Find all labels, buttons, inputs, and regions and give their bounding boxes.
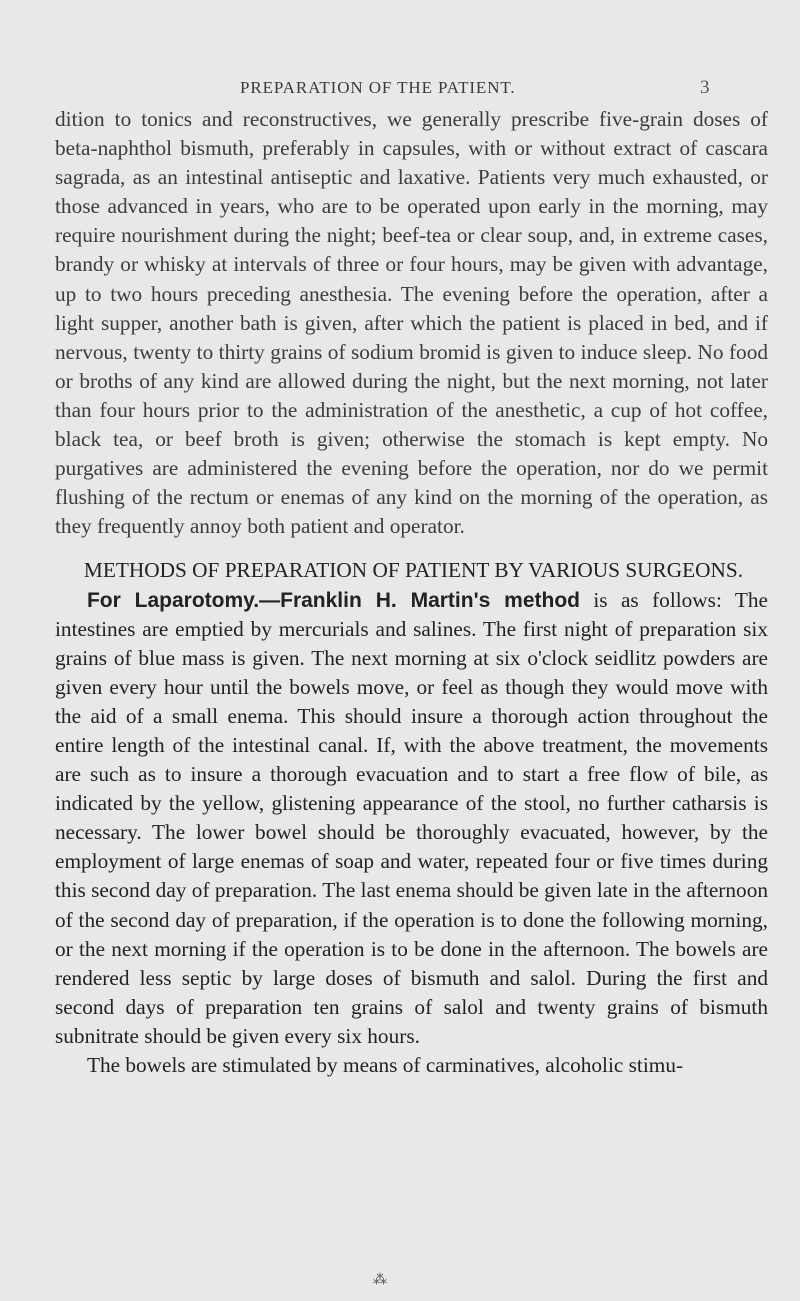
printer-mark: ⁂ <box>373 1273 387 1288</box>
paragraph-laparotomy <box>55 586 768 1052</box>
paragraph-bowels: The bowels are stimulated by means of carminatives, alcoholic stimu- <box>86 1053 684 1077</box>
page-number: 3 <box>700 77 710 98</box>
paragraph-lead-in: For Laparotomy.—Franklin H. Martin's method <box>86 588 580 612</box>
page-header <box>0 78 800 102</box>
running-head: PREPARATION OF THE PATIENT. <box>240 78 516 97</box>
paragraph-laparotomy-text: is as follows: The intestines are emptied by mercurials and salines. The first night of preparation six grains of blue mass is given. The next morning at six o'clock seidlitz powders are given every hour until the bowels move, or feel as though they would move with the aid of a small enema. This should insure a thorough action throughout the entire length of the intestinal canal. If, with the above treatment, the movements are such as to insure a thorough evacuation and to start a free flow of bile, as indicated by the yellow, glistening appearance of the stool, no further catharsis is necessary. The lower bowel should be thoroughly evacuated, however, by the employment of large enemas of soap and water, repeated four or five times during this second day of preparation. The last enema should be given late in the afternoon of the second day of preparation, if the operation is to done the following morning, or the next morning if the operation is to be done in the afternoon. The bowels are rendered less septic by large doses of bismuth and salol. During the first and second days of preparation ten grains of salol and twenty grains of bismuth subnitrate should be given every six hours. <box>55 587 768 1048</box>
paragraph-continuation: dition to tonics and reconstructives, we generally prescribe five-grain doses of beta-naphthol bismuth, preferably in capsules, with or without extract of cascara sagrada, as an intestinal antiseptic and laxative. Patients very much exhausted, or those advanced in years, who are to be operated upon early in the morning, may require nourishment during the night; beef-tea or clear soup, and, in extreme cases, brandy or whisky at intervals of three or four hours, may be given with advantage, up to two hours preceding anesthesia. The evening before the operation, after a light supper, another bath is given, after which the patient is placed in bed, and if nervous, twenty to thirty grains of sodium bromid is given to induce sleep. No food or broths of any kind are allowed during the night, but the next morning, not later than four hours prior to the administration of the anesthetic, a cup of hot coffee, black tea, or beef broth is given; otherwise the stomach is kept empty. No purgatives are administered the evening before the operation, nor do we permit flushing of the rectum or enemas of any kind on the morning of the operation, as they frequently annoy both patient and operator. <box>55 107 768 539</box>
body-text <box>55 105 768 1080</box>
section-title: METHODS OF PREPARATION OF PATIENT BY VARIOUS SURGEONS. <box>83 558 744 583</box>
